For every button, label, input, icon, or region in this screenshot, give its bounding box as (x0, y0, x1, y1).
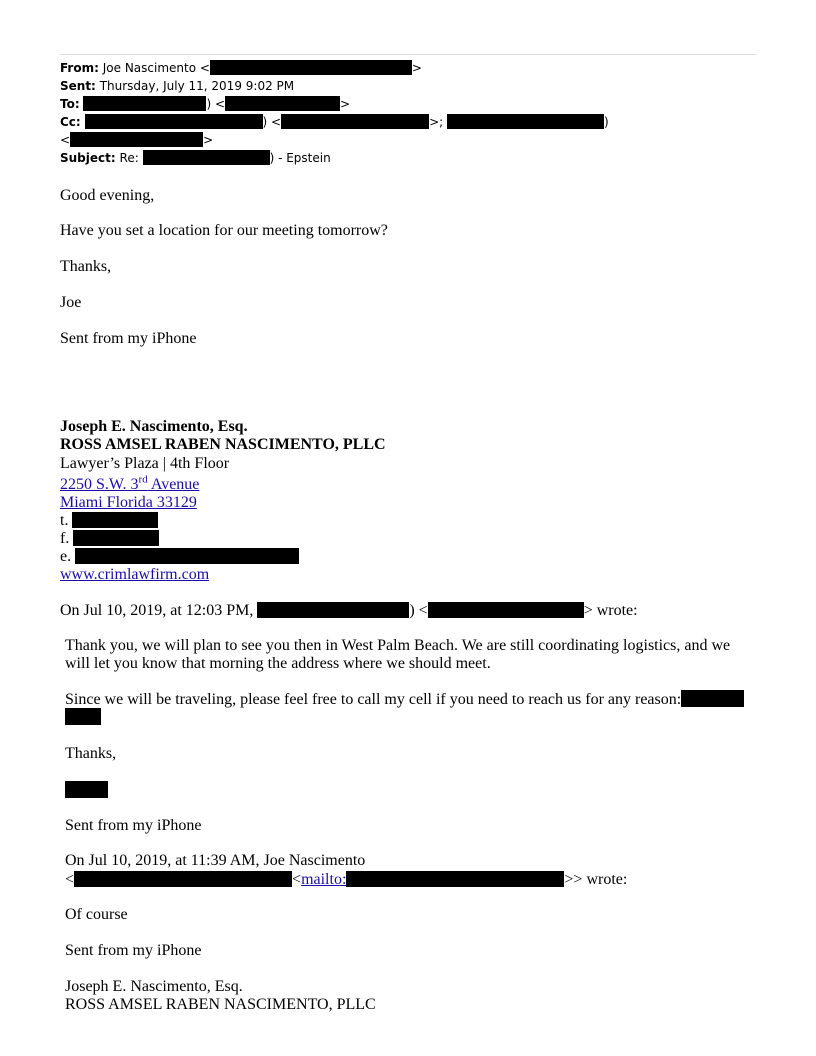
cc-line (60, 113, 609, 131)
redaction-block (225, 96, 340, 111)
header-divider (60, 54, 756, 55)
redaction-block (346, 871, 564, 887)
from-close: > (411, 61, 422, 75)
quote1-para2-text: Since we will be traveling, please feel free to call my cell if you need to reach us for any reason: (65, 691, 682, 708)
quote2-open: < (65, 871, 75, 888)
quote2-end: >> wrote: (564, 871, 628, 888)
to-close: > (340, 97, 351, 111)
signature-fax (60, 530, 159, 548)
redaction-block (83, 96, 206, 111)
signature-city-link[interactable]: Miami Florida 33129 (60, 494, 197, 511)
cc-close: > (203, 133, 214, 147)
quote1-intro-text: On Jul 10, 2019, at 12:03 PM, (60, 602, 254, 619)
quote2-intro: On Jul 10, 2019, at 11:39 AM, Joe Nascimento (65, 852, 366, 869)
subject-suffix: ) - Epstein (269, 151, 331, 165)
redaction-block (143, 150, 270, 165)
quote1-thanks: Thanks, (65, 745, 117, 762)
redaction-block (447, 114, 604, 129)
signature-phone (60, 512, 158, 530)
redaction-block (65, 781, 108, 798)
quote1-intro-end: > wrote: (583, 602, 638, 619)
to-label: To: (60, 97, 80, 111)
from-name: Joe Nascimento < (102, 61, 210, 75)
signature-website-link[interactable]: www.crimlawfirm.com (60, 566, 210, 583)
body-thanks: Thanks, (60, 258, 112, 275)
cc-paren: ) (604, 115, 609, 129)
body-question: Have you set a location for our meeting tomorrow? (60, 222, 388, 239)
quote2-address (65, 871, 627, 889)
signature-building: Lawyer’s Plaza | 4th Floor (60, 455, 230, 472)
greeting: Good evening, (60, 187, 155, 204)
redaction-block (65, 708, 101, 725)
from-line (60, 59, 422, 77)
quote1-para2 (65, 690, 744, 709)
signature-email (60, 548, 299, 566)
street-text: 2250 S.W. 3 (60, 476, 139, 493)
cc-line-2 (60, 131, 213, 149)
redaction-block (257, 602, 409, 618)
to-line (60, 95, 350, 113)
redaction-block (85, 114, 263, 129)
quote1-intro (60, 602, 638, 620)
fax-label: f. (60, 530, 70, 547)
quote2-sig-name: Joseph E. Nascimento, Esq. (65, 978, 243, 995)
redaction-block (681, 690, 744, 707)
redaction-block (73, 530, 159, 546)
signature-firm: ROSS AMSEL RABEN NASCIMENTO, PLLC (60, 436, 386, 453)
street-text-b: Avenue (147, 476, 200, 493)
cc-open: < (60, 133, 71, 147)
email-label: e. (60, 548, 72, 565)
phone-label: t. (60, 512, 69, 529)
to-mid: ) < (206, 97, 226, 111)
quote2-reply: Of course (65, 906, 128, 923)
sent-value: Thursday, July 11, 2019 9:02 PM (99, 79, 295, 93)
quote1-para1-line1: Thank you, we will plan to see you then in West Palm Beach. We are still coordinating logistics, and we (65, 637, 731, 654)
redaction-block (72, 512, 158, 528)
street-sup: rd (138, 473, 148, 486)
cc-mid: ) < (262, 115, 282, 129)
subject-line (60, 149, 331, 167)
body-sent-from: Sent from my iPhone (60, 330, 197, 347)
subject-prefix: Re: (119, 151, 139, 165)
redaction-block (281, 114, 429, 129)
mailto-link[interactable]: mailto: (301, 871, 347, 888)
body-name: Joe (60, 294, 82, 311)
sent-line (60, 77, 294, 95)
redaction-block (74, 871, 292, 887)
cc-sep: >; (429, 115, 444, 129)
from-label: From: (60, 61, 99, 75)
quote2-mailto-open: < (292, 871, 302, 888)
cc-label: Cc: (60, 115, 81, 129)
quote2-sig-firm: ROSS AMSEL RABEN NASCIMENTO, PLLC (65, 996, 376, 1013)
signature-street-link[interactable] (60, 473, 200, 494)
signature-name: Joseph E. Nascimento, Esq. (60, 418, 248, 435)
redaction-block (210, 60, 412, 75)
redaction-block (70, 132, 203, 147)
quote1-para1-line2: will let you know that morning the address where we should meet. (65, 655, 491, 672)
redaction-block (428, 602, 584, 618)
redaction-block (75, 548, 299, 564)
quote1-sent-from: Sent from my iPhone (65, 817, 202, 834)
quote1-intro-mid: ) < (409, 602, 428, 619)
subject-label: Subject: (60, 151, 116, 165)
sent-label: Sent: (60, 79, 96, 93)
quote2-sent-from: Sent from my iPhone (65, 942, 202, 959)
